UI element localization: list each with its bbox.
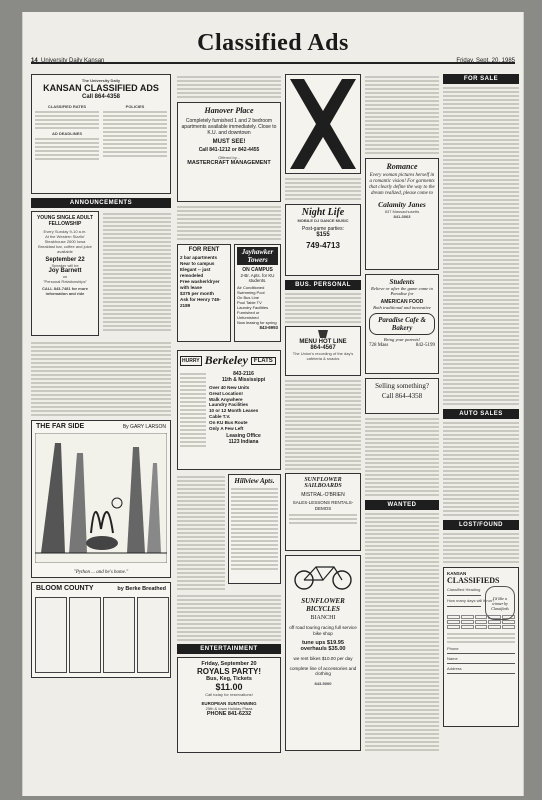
deadlines-title: AD DEADLINES xyxy=(51,131,82,136)
paper-name: University Daily Kansan xyxy=(41,58,105,64)
royals-party-ad: Friday, September 20 ROYALS PARTY! Bus, Keg, Tickets $11.00 Call today for reservations! EUROPEAN SUNTANNING 25th & Iowa Holiday Plaza PHONE 841-6232 xyxy=(177,657,281,753)
for-rent-ad: FOR RENT 2 bar apartments Near to campus Elegant -- just remodeled Free washer/dryer with lease $375 per month Ask for Henry 749-2189 xyxy=(177,244,231,342)
classified-order-form: KANSAN CLASSIFIEDS Classified Heading How many days will it run? I'd like a winner by Classifieds Phone Name Address xyxy=(443,567,519,727)
far-side-cartoon: THE FAR SIDE By GARY LARSON "Python ... and he's home." xyxy=(31,420,171,578)
fellowship-ad: YOUNG SINGLE ADULT FELLOWSHIP Every Sunday 9-10 a.m. At the Western Sizzlin' Steakhouse 2600 Iowa Breakfast bar, coffee and juice available September 22 Speaker will be Joy Barnett on "Personal Relationships" CALL 843-7481 for more information and ride xyxy=(31,211,99,336)
winner-cartoon: I'd like a winner by Classifieds xyxy=(485,586,515,620)
days-field[interactable] xyxy=(447,603,481,607)
heading-field[interactable] xyxy=(447,592,481,596)
kansan-masthead-box xyxy=(31,74,171,194)
paradise-cafe-ad: Students Relieve or after the game come to Paradise for AMERICAN FOOD Both traditional and innovative Paradise Cafe & Bakery Bring your parents! 728 Mass 842-5199 xyxy=(365,274,439,374)
masthead-top: The University Daily xyxy=(81,78,121,83)
x-graphic-ad xyxy=(285,74,361,174)
masthead-phone: Call 864-4358 xyxy=(81,94,121,100)
rates-table xyxy=(35,111,99,129)
bicycle-icon xyxy=(290,561,356,591)
page-title: Classified Ads xyxy=(197,30,349,56)
night-life-ad: Night Life MOBILE DJ DANCE MUSIC Post-game parties: $155 749-4713 xyxy=(285,204,361,276)
column-1 xyxy=(31,74,171,790)
lost-found-header: LOST/FOUND xyxy=(443,520,519,530)
column-4 xyxy=(365,74,439,790)
calamity-janes-ad: Romance Every woman pictures herself in a romantic vision! For garments that clearly define the way to the dream realized, please come to Calamity Janes 837 Massachusetts 841-3063 xyxy=(365,158,439,270)
for-sale-header: FOR SALE xyxy=(443,74,519,84)
far-side-caption: "Python ... and he's home." xyxy=(73,570,129,575)
address-field[interactable] xyxy=(447,671,515,674)
column-2 xyxy=(177,74,281,790)
far-side-drawing xyxy=(35,433,167,563)
bus-personal-header: BUS. PERSONAL xyxy=(285,280,361,290)
wanted-header: WANTED xyxy=(365,500,439,510)
entertainment-header: ENTERTAINMENT xyxy=(177,644,281,654)
column-5 xyxy=(443,74,519,790)
banner-meta xyxy=(31,58,515,68)
hanover-place-ad: Hanover Place Completely furnished 1 and 2 bedroom apartments available immediately. Close to K.U. and downtown MUST SEE! Call 841-1212 or 842-4455 Offered by... MASTERCRAFT MANAGEMENT xyxy=(177,102,281,202)
paradise-logo: Paradise Cafe & Bakery xyxy=(369,313,435,335)
selling-something-ad: Selling something? Call 864-4358 xyxy=(365,378,439,414)
announcements-header: ANNOUNCEMENTS xyxy=(31,198,171,208)
x-graphic xyxy=(286,75,360,173)
sunflower-bicycles-ad: SUNFLOWER BICYCLES BIANCHI off road touring racing full service bike shop tune ups $19.95 overhauls $35.00 we rent bikes $10.00 per day complete line of accessories and clothing 843-5000 xyxy=(285,555,361,751)
policies-title: POLICIES xyxy=(125,104,145,109)
page-number: 14 xyxy=(31,58,38,64)
rates-title: CLASSIFIED RATES xyxy=(47,104,87,109)
name-field[interactable] xyxy=(447,661,515,664)
column-3 xyxy=(285,74,361,790)
phone-field[interactable] xyxy=(447,651,515,654)
sunflower-sailboards-ad: SUNFLOWER SAILBOARDS MISTRAL-O'BRIEN SALES-LESSONS RENTALS-DEMOS xyxy=(285,473,361,551)
cup-icon xyxy=(316,329,330,339)
berkeley-flats-ad: HURRY Berkeley FLATS 843-2116 11th & Mississippi Over 40 New Units Great Location! Walk Anywhere Laundry Facilities 10 or 12 Month Leases Cable T.V. On KU Bus Route Only A Few Left Leasing Office 1123 Indiana xyxy=(177,350,281,470)
bloom-county-strip: BLOOM COUNTY by Berke Breathed xyxy=(31,582,171,678)
newspaper-page xyxy=(22,12,524,796)
hillview-apts-ad: Hillview Apts. xyxy=(228,474,281,584)
menu-hotline-ad: MENU HOT LINE 864-4567 The Union's recording of the day's cafeteria & snacks xyxy=(285,326,361,376)
issue-date: Friday, Sept. 20, 1985 xyxy=(456,58,515,64)
auto-sales-header: AUTO SALES xyxy=(443,409,519,419)
masthead-name: KANSAN CLASSIFIED ADS xyxy=(43,83,159,93)
jayhawker-towers-ad: Jayhawker Towers ON CAMPUS 2-Br. Apts. for KU students. Air Conditioned Swimming Pool On Bus Line Pool Table TV Laundry Facilities Furnished or Unfurnished Now leasing for spring 843-6993 xyxy=(234,244,281,342)
